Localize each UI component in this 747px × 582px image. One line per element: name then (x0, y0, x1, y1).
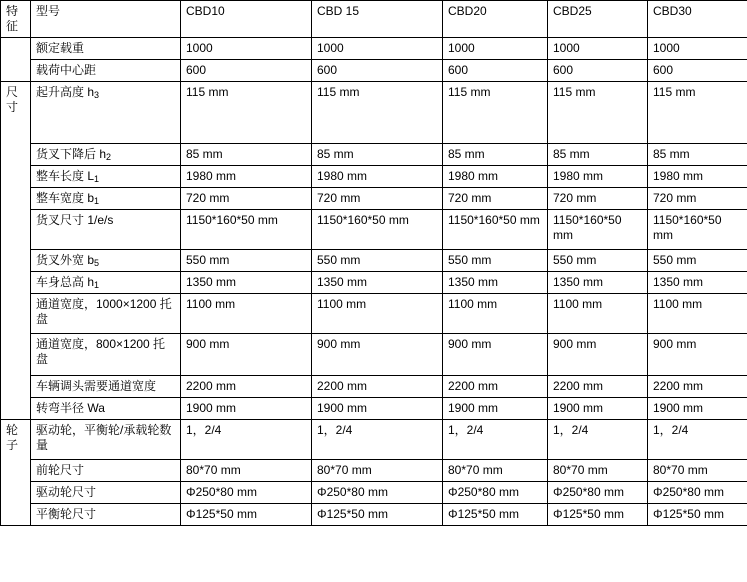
row-label-text: 整车长度 L (36, 169, 95, 183)
row-label-subscript: 1 (94, 196, 100, 206)
row-label-balance-wheel-size: 平衡轮尺寸 (31, 504, 181, 526)
cell-value: 600 (548, 60, 648, 82)
cell-value: 1900 mm (312, 398, 443, 420)
cell-value: 85 mm (312, 144, 443, 166)
table-row (1, 482, 747, 504)
row-label-text: 起升高度 h (36, 85, 95, 99)
row-label-load-center: 载荷中心距 (31, 60, 181, 82)
cell-value: 115 mm (312, 82, 443, 144)
cell-value: 1000 (443, 38, 548, 60)
cell-value: 1100 mm (312, 294, 443, 334)
cell-value: Φ250*80 mm (443, 482, 548, 504)
cell-value: 720 mm (548, 188, 648, 210)
table-row (1, 166, 747, 188)
row-label-subscript: 1 (94, 280, 100, 290)
cell-value: 900 mm (312, 334, 443, 376)
cell-value: 720 mm (181, 188, 312, 210)
cell-value: Φ250*80 mm (312, 482, 443, 504)
row-label-subscript: 5 (94, 258, 100, 268)
row-label-text: 货叉外宽 b (36, 253, 95, 267)
cell-value: Φ250*80 mm (648, 482, 747, 504)
cell-value: 550 mm (443, 250, 548, 272)
cell-value: 720 mm (648, 188, 747, 210)
cell-value: 1100 mm (648, 294, 747, 334)
header-item: 型号 (31, 1, 181, 38)
table-row (1, 60, 747, 82)
row-label-aisle-width-1000: 通道宽度，1000×1200 托盘 (31, 294, 181, 334)
cell-value: 1000 (312, 38, 443, 60)
cell-value: 1100 mm (548, 294, 648, 334)
cell-value: 1000 (181, 38, 312, 60)
cell-value: 80*70 mm (181, 460, 312, 482)
cell-value: 1900 mm (443, 398, 548, 420)
cell-value: 900 mm (548, 334, 648, 376)
cell-value: 85 mm (648, 144, 747, 166)
cell-value: Φ125*50 mm (443, 504, 548, 526)
table-row (1, 376, 747, 398)
row-label-text: 车身总高 h (36, 275, 95, 289)
row-label-overall-length (31, 166, 181, 188)
cell-value: 115 mm (648, 82, 747, 144)
cell-value: 720 mm (312, 188, 443, 210)
cell-value: 2200 mm (648, 376, 747, 398)
cell-value: 550 mm (312, 250, 443, 272)
table-row (1, 334, 747, 376)
cell-value: 1，2/4 (181, 420, 312, 460)
row-label-turning-radius: 转弯半径 Wa (31, 398, 181, 420)
cell-value: 80*70 mm (648, 460, 747, 482)
cell-value: 1350 mm (648, 272, 747, 294)
row-label-lift-height (31, 82, 181, 144)
cell-value: 1900 mm (648, 398, 747, 420)
row-label-rated-load: 额定载重 (31, 38, 181, 60)
cell-value: Φ250*80 mm (548, 482, 648, 504)
cell-value: 550 mm (648, 250, 747, 272)
table-header-row (1, 1, 747, 38)
cell-value: 80*70 mm (548, 460, 648, 482)
table-row (1, 420, 747, 460)
table-row (1, 250, 747, 272)
row-label-turn-aisle-width: 车辆调头需要通道宽度 (31, 376, 181, 398)
table-row (1, 38, 747, 60)
row-label-subscript: 2 (106, 152, 112, 162)
cell-value: 115 mm (548, 82, 648, 144)
cell-value: 550 mm (548, 250, 648, 272)
cell-value: 1980 mm (181, 166, 312, 188)
cell-value: Φ125*50 mm (548, 504, 648, 526)
table-row (1, 272, 747, 294)
row-label-text: 整车宽度 b (36, 191, 95, 205)
table-row (1, 188, 747, 210)
cell-value: 1100 mm (181, 294, 312, 334)
row-label-text: 货叉下降后 h (36, 147, 107, 161)
table-row (1, 294, 747, 334)
cell-value: 80*70 mm (312, 460, 443, 482)
header-category: 特征 (1, 1, 31, 38)
row-label-subscript: 1 (94, 174, 100, 184)
cell-value: 1150*160*50 mm (312, 210, 443, 250)
header-model-cbd20: CBD20 (443, 1, 548, 38)
category-dimension: 尺寸 (1, 82, 31, 420)
cell-value: 1900 mm (181, 398, 312, 420)
row-label-overall-width (31, 188, 181, 210)
cell-value: 85 mm (181, 144, 312, 166)
header-model-cbd30: CBD30 (648, 1, 747, 38)
cell-value: 1980 mm (443, 166, 548, 188)
cell-value: 2200 mm (181, 376, 312, 398)
cell-value: 1350 mm (181, 272, 312, 294)
cell-value: 1350 mm (312, 272, 443, 294)
cell-value: 1000 (548, 38, 648, 60)
row-label-fork-lowered (31, 144, 181, 166)
cell-value: 600 (648, 60, 747, 82)
table-row (1, 504, 747, 526)
cell-value: 900 mm (181, 334, 312, 376)
cell-value: 2200 mm (312, 376, 443, 398)
row-label-front-wheel-size: 前轮尺寸 (31, 460, 181, 482)
cell-value: 1100 mm (443, 294, 548, 334)
cell-value: 1900 mm (548, 398, 648, 420)
cell-value: 1，2/4 (312, 420, 443, 460)
cell-value: 600 (181, 60, 312, 82)
cell-value: 720 mm (443, 188, 548, 210)
cell-value: 1000 (648, 38, 747, 60)
cell-value: 115 mm (181, 82, 312, 144)
cell-value: 2200 mm (548, 376, 648, 398)
header-model-cbd15: CBD 15 (312, 1, 443, 38)
header-model-cbd10: CBD10 (181, 1, 312, 38)
row-label-subscript: 3 (94, 90, 100, 100)
cell-value: 1980 mm (312, 166, 443, 188)
row-label-fork-dimensions: 货叉尺寸 1/e/s (31, 210, 181, 250)
table-row (1, 398, 747, 420)
cell-value: 115 mm (443, 82, 548, 144)
cell-value: 2200 mm (443, 376, 548, 398)
cell-value: 1，2/4 (443, 420, 548, 460)
cell-value: 1350 mm (548, 272, 648, 294)
cell-value: 85 mm (443, 144, 548, 166)
cell-value: Φ125*50 mm (648, 504, 747, 526)
cell-value: Φ250*80 mm (181, 482, 312, 504)
cell-value: 1350 mm (443, 272, 548, 294)
cell-value: Φ125*50 mm (312, 504, 443, 526)
cell-value: 900 mm (648, 334, 747, 376)
row-label-body-height (31, 272, 181, 294)
cell-value: 550 mm (181, 250, 312, 272)
table-row (1, 82, 747, 144)
cell-value: 600 (443, 60, 548, 82)
table-row (1, 210, 747, 250)
row-label-aisle-width-800: 通道宽度，800×1200 托盘 (31, 334, 181, 376)
table-row (1, 460, 747, 482)
cell-value: 1，2/4 (648, 420, 747, 460)
cell-value: 1，2/4 (548, 420, 648, 460)
cell-value: 1150*160*50 mm (443, 210, 548, 250)
row-label-fork-outer-width (31, 250, 181, 272)
header-model-cbd25: CBD25 (548, 1, 648, 38)
cell-value: 1980 mm (548, 166, 648, 188)
cell-value: 600 (312, 60, 443, 82)
category-feature-blank (1, 38, 31, 82)
cell-value: 900 mm (443, 334, 548, 376)
cell-value: 1150*160*50 mm (181, 210, 312, 250)
cell-value: 85 mm (548, 144, 648, 166)
cell-value: 1150*160*50 mm (548, 210, 648, 250)
row-label-drive-wheel-size: 驱动轮尺寸 (31, 482, 181, 504)
row-label-wheel-count: 驱动轮，平衡轮/承载轮数量 (31, 420, 181, 460)
category-wheels: 轮子 (1, 420, 31, 526)
cell-value: 80*70 mm (443, 460, 548, 482)
cell-value: Φ125*50 mm (181, 504, 312, 526)
cell-value: 1150*160*50 mm (648, 210, 747, 250)
cell-value: 1980 mm (648, 166, 747, 188)
table-row (1, 144, 747, 166)
